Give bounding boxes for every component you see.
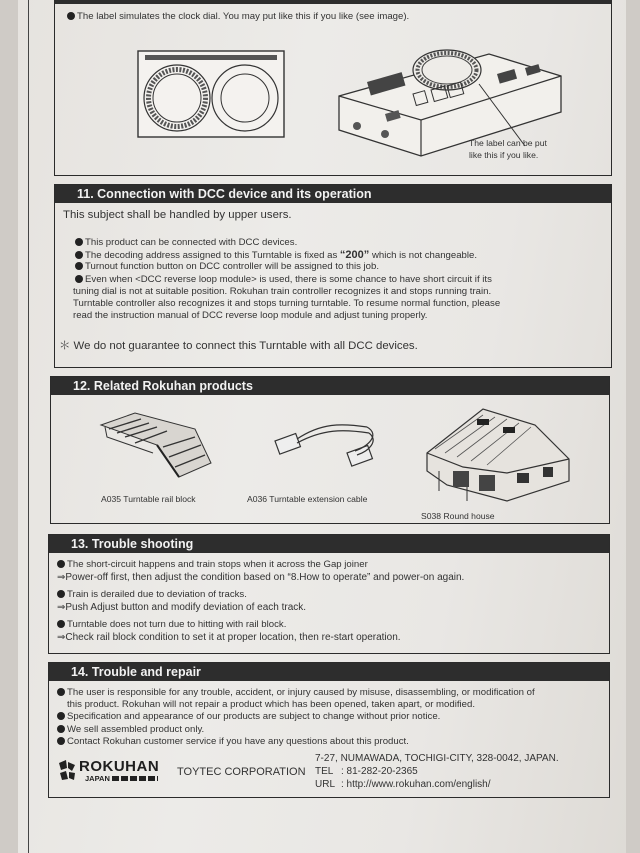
section-13-heading: 13. Trouble shooting	[49, 535, 609, 553]
section-11-heading: 11. Connection with DCC device and its operation	[55, 185, 611, 203]
trouble-3-solution: ⇒Check rail block condition to set it at proper location, then re-start operation.	[57, 632, 401, 643]
dcc-bullet-4-line-2: tuning dial is not at suitable position. Rokuhan train controller recognizes it and stops running train.	[73, 286, 492, 297]
rokuhan-logo: ROKUHAN	[79, 758, 160, 775]
dcc-intro: This subject shall be handled by upper users.	[63, 209, 292, 221]
round-house-illustration	[423, 405, 573, 503]
section-clock-label	[54, 0, 612, 176]
section-dcc-connection	[54, 184, 612, 368]
url-link[interactable]: : http://www.rokuhan.com/english/	[341, 779, 491, 790]
repair-bullet-3: We sell assembled product only.	[57, 724, 204, 736]
rokuhan-logo-sub-text: JAPAN	[85, 774, 110, 783]
tel-number: : 81-282-20-2365	[341, 766, 418, 777]
trouble-2: Train is derailed due to deviation of tracks.	[57, 589, 247, 601]
section-trouble-shooting	[48, 534, 610, 654]
dcc-bullet-2-text-b: which is not changeable.	[369, 250, 478, 261]
dcc-bullet-4-line-1: Even when <DCC reverse loop module> is used, there is some chance to have short circuit if its	[75, 274, 492, 286]
turntable-rail-block-illustration	[95, 407, 215, 487]
dcc-guarantee-note: ＊ We do not guarantee to connect this Turntable with all DCC devices.	[59, 340, 418, 352]
dcc-address-value: “200”	[339, 249, 370, 261]
product-s038-caption: S038 Round house	[421, 511, 495, 521]
section-top-header-bar	[55, 0, 611, 4]
trouble-1-solution: ⇒Power-off first, then adjust the condition based on “8.How to operate” and power-on again.	[57, 572, 465, 583]
dcc-bullet-2-text-a: The decoding address assigned to this Turntable is fixed as	[85, 250, 340, 261]
trouble-1: The short-circuit happens and train stops when it across the Gap joiner	[57, 559, 368, 571]
url-label: URL	[315, 779, 336, 790]
callout-line-1: The label can be put	[469, 138, 547, 148]
section-14-heading: 14. Trouble and repair	[49, 663, 609, 681]
page-fold-line	[28, 0, 29, 853]
rokuhan-logo-sub	[85, 774, 158, 783]
company-address: 7-27, NUMAWADA, TOCHIGI-CITY, 328-0042, JAPAN.	[315, 753, 559, 764]
section-related-products	[50, 376, 610, 524]
product-a035-caption: A035 Turntable rail block	[101, 494, 196, 504]
repair-bullet-2: Specification and appearance of our products are subject to change without prior notice.	[57, 711, 440, 723]
clock-label-sheet-illustration	[137, 50, 285, 138]
trouble-3: Turntable does not turn due to hitting with rail block.	[57, 619, 286, 631]
dcc-bullet-4-line-3: Turntable controller also recognizes it and stops turning turntable. To resume normal function, please	[73, 298, 501, 309]
section-trouble-repair	[48, 662, 610, 798]
trouble-2-solution: ⇒Push Adjust button and modify deviation of each track.	[57, 602, 307, 613]
label-note: The label simulates the clock dial. You may put like this if you like (see image).	[67, 11, 409, 23]
company-name: TOYTEC CORPORATION	[177, 766, 306, 778]
repair-bullet-1-line-1: The user is responsible for any trouble, accident, or injury caused by misuse, disassembling, or modification of	[57, 687, 535, 699]
dcc-bullet-3: Turnout function button on DCC controller will be assigned to this job.	[75, 261, 379, 273]
dcc-bullet-1: This product can be connected with DCC devices.	[75, 237, 297, 249]
product-a036-caption: A036 Turntable extension cable	[247, 494, 368, 504]
callout-line-2: like this if you like.	[469, 150, 539, 160]
repair-bullet-1-line-2: this product. Rokuhan will not repair a product which has been opened, taken apart, or modified.	[67, 699, 475, 710]
tel-label: TEL	[315, 766, 334, 777]
logo-stripes	[112, 776, 158, 781]
turntable-extension-cable-illustration	[271, 417, 381, 477]
repair-bullet-4: Contact Rokuhan customer service if you have any questions about this product.	[57, 736, 409, 748]
dcc-bullet-4-line-4: read the instruction manual of DCC reverse loop module and adjust tuning properly.	[73, 310, 428, 321]
section-12-heading: 12. Related Rokuhan products	[51, 377, 609, 395]
rokuhan-logo-icon	[57, 759, 77, 781]
